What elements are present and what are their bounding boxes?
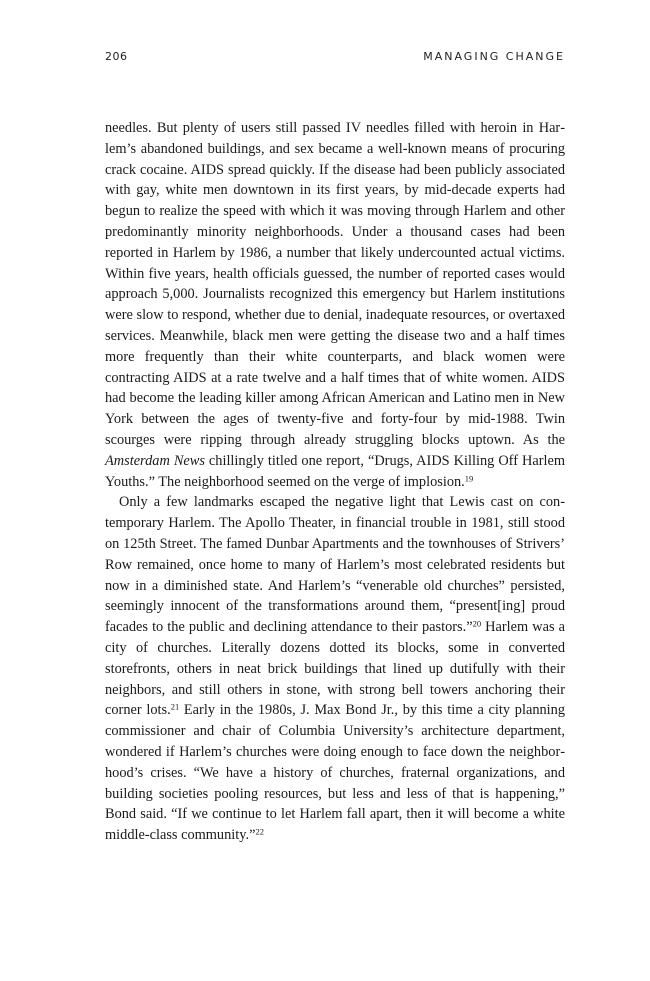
text-run: chillingly titled one report, “Drugs, AIDS Killing Off Harlem Youths.” The neighborhood seemed on the verge of implosion. <box>105 452 565 490</box>
text-run: Early in the 1980s, J. Max Bond Jr., by this time a city planning commissioner and chair of Columbia University’s architecture department, wondered if Harlem’s churches were doing enough to face down the neighborhood’s crises. “We have a history of churches, fraternal organizations, and building societies pooling resources, but less and less of that is happening,” Bond said. “If we continue to let Harlem fall apart, then it will become a white middle-class community.” <box>105 702 566 844</box>
text-run: needles. But plenty of users still passed IV needles filled with heroin in Harlem’s abandoned buildings, and sex became a well-known means of procuring crack cocaine. AIDS spread quickly. If the disease had been publicly associated with gay, white men downtown in its first years, by mid-decade experts had begun to realize the speed with which it was moving through Harlem and other predominantly minority neighborhoods. Under a thousand cases had been reported in Harlem by 1986, a number that likely undercounted actual victims. Within five years, health officials guessed, the number of reported cases would approach 5,000. Journalists recognized this emergency but Harlem institutions were slow to respond, whether due to denial, inadequate resources, or overtaxed services. Meanwhile, black men were getting the disease two and a half times more frequently than their white counterparts, and black women were contracting AIDS at a rate twelve and a half times that of white women. AIDS had become the leading killer among African American and Latino men in New York between the ages of twenty-five and forty-four by mid-1988. Twin scourges were ripping through already struggling blocks uptown. As the <box>105 120 565 448</box>
footnote-marker: 21 <box>170 701 180 712</box>
paragraph <box>105 492 565 846</box>
text-run: Only a few landmarks escaped the negative light that Lewis cast on contemporary Harlem. The Apollo Theater, in financial trouble in 1981, still stood on 125th Street. The famed Dunbar Apartments and the townhouses of Strivers’ Row remained, once home to many of Harlem’s most celebrated residents but now in a diminished state. And Harlem’s “venerable old churches” persisted, seemingly innocent of the transformations around them, “present[ing] proud facades to the public and declining attendance to their pastors.” <box>105 494 565 636</box>
footnote-marker: 19 <box>464 472 474 483</box>
italic-title: Amsterdam News <box>105 452 205 469</box>
body-text <box>105 118 565 846</box>
running-chapter-title: MANAGING CHANGE <box>423 50 565 63</box>
footnote-marker: 22 <box>255 826 264 837</box>
running-header <box>105 50 565 68</box>
paragraph <box>105 118 565 492</box>
page-number: 206 <box>105 50 128 63</box>
text-run: Harlem was a city of churches. Literally dozens dotted its blocks, some in converted storefronts, others in neat brick buildings that lined up dutifully with their neighbors, and still others in stone, with strong bell towers anchoring their corner lots. <box>105 619 565 719</box>
footnote-marker: 20 <box>472 618 482 629</box>
